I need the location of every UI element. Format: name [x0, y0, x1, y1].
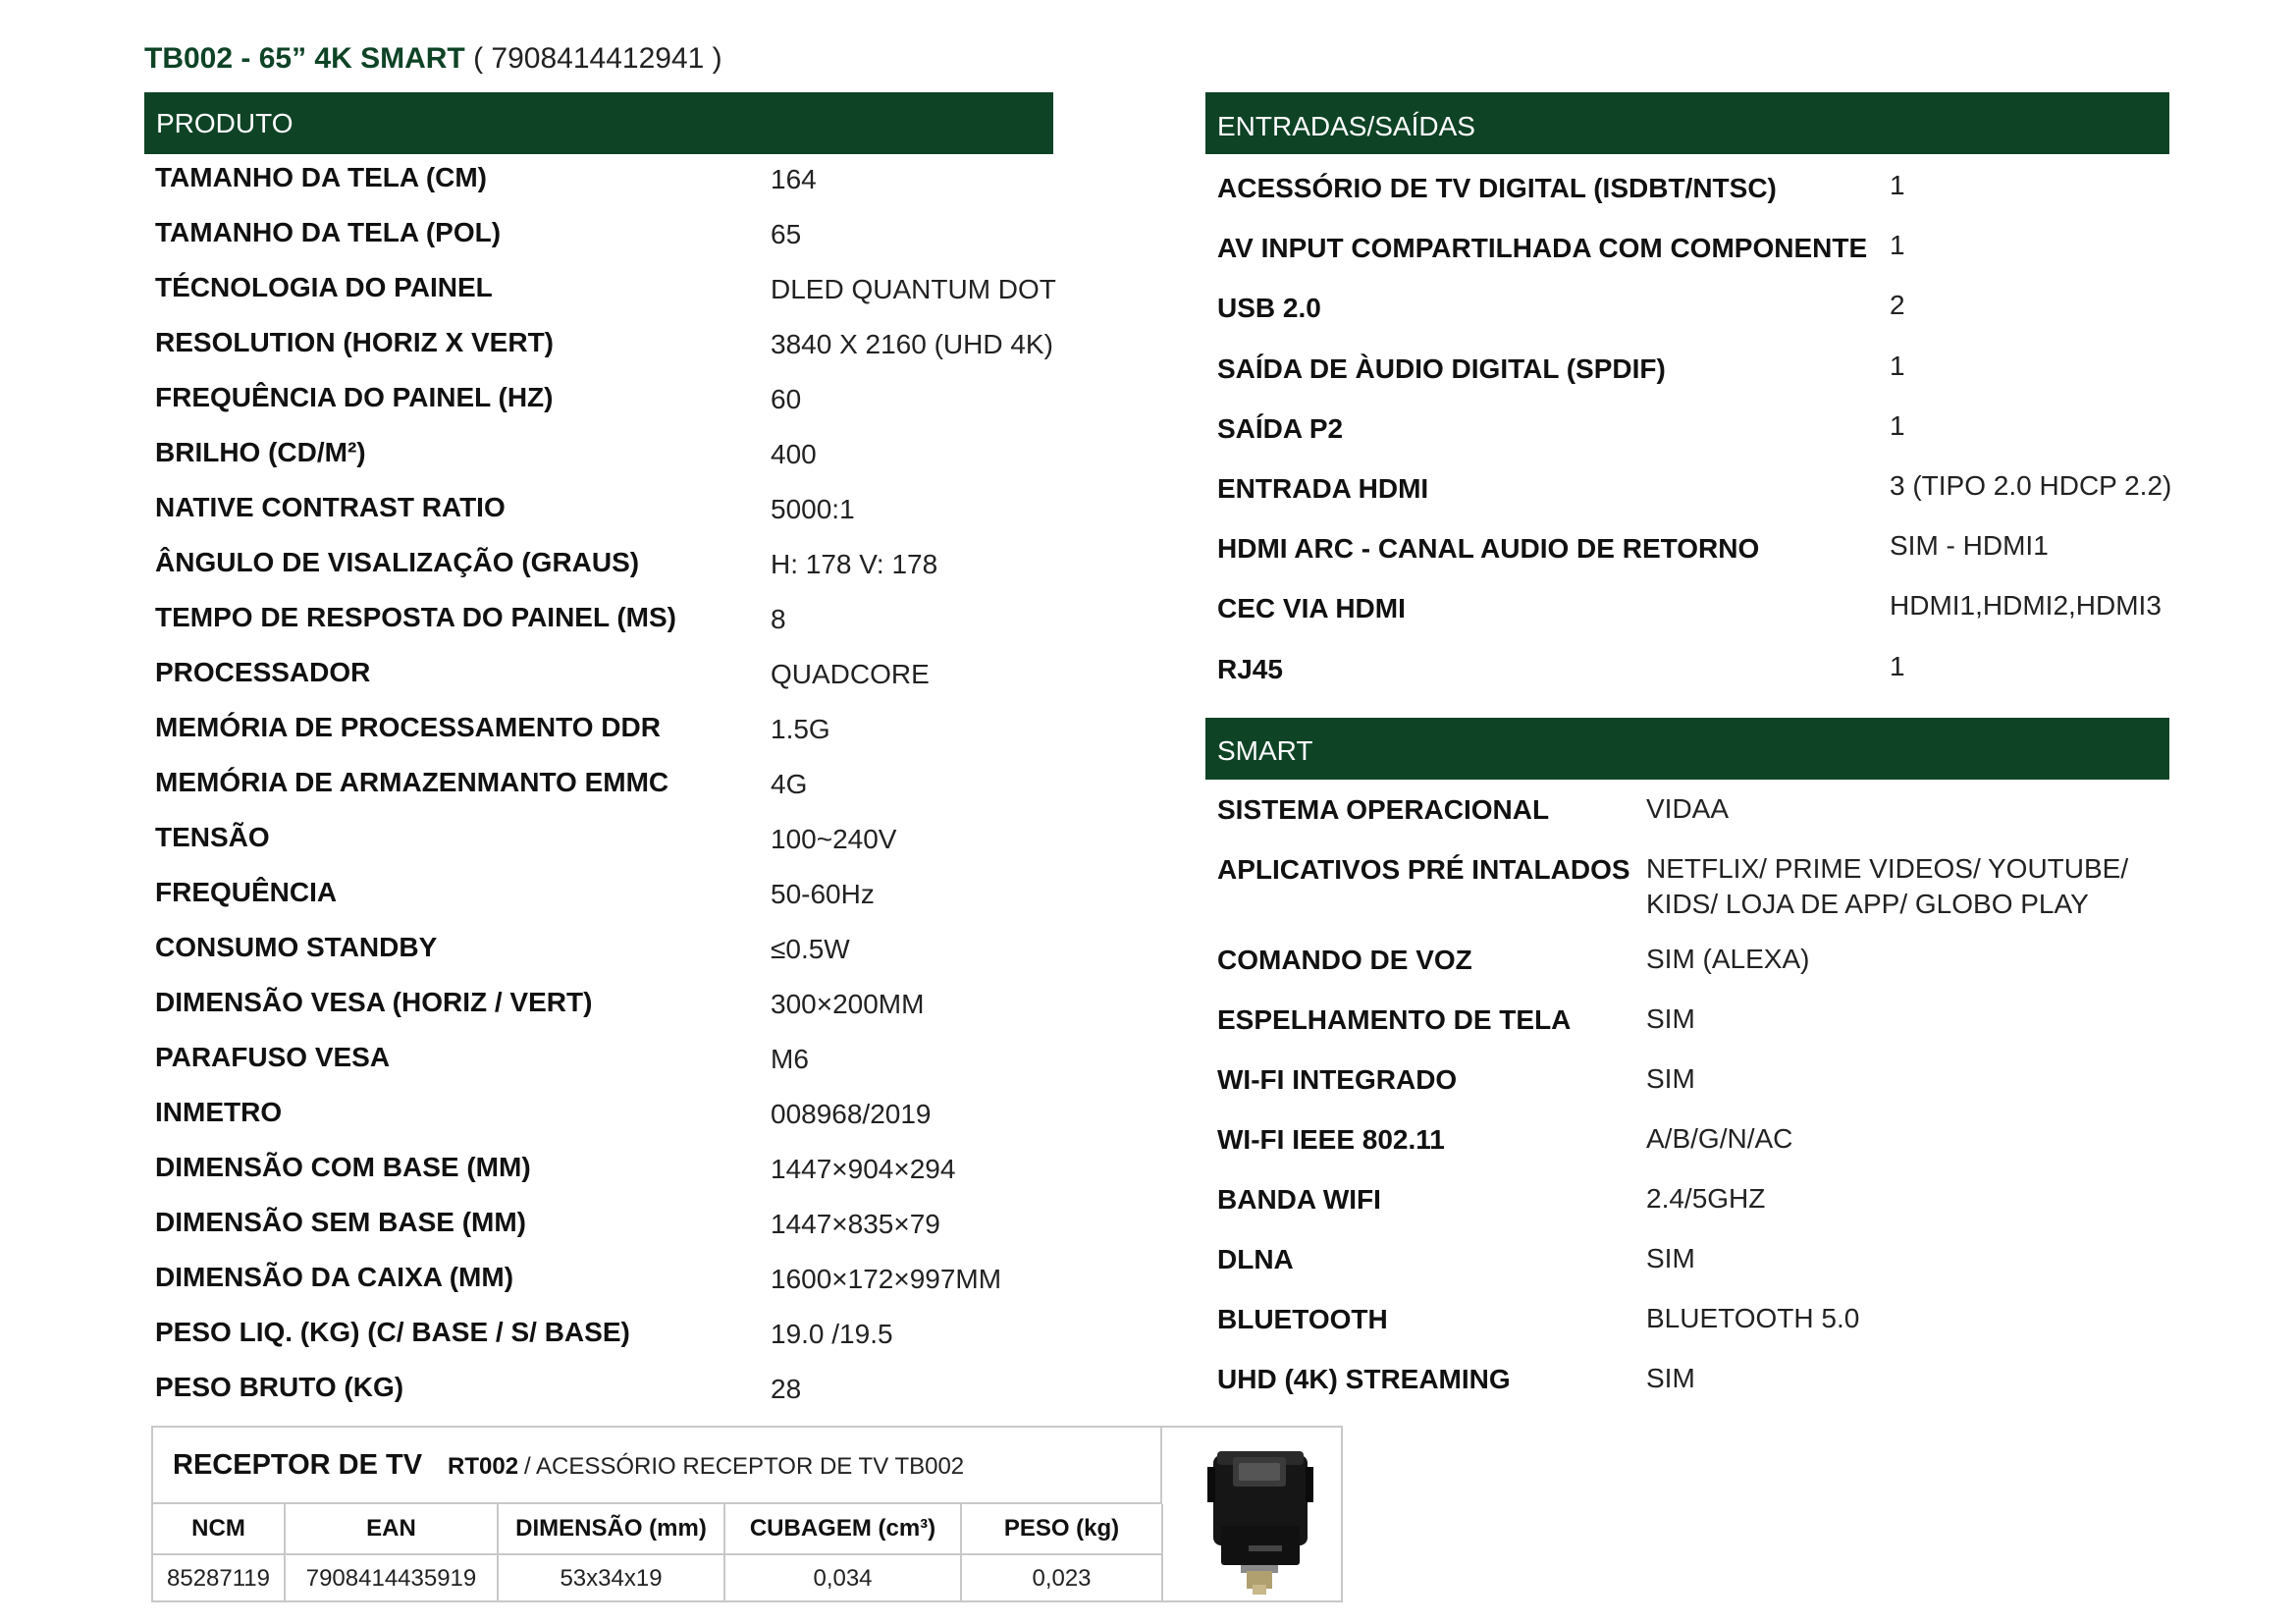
spec-value: M6	[771, 1044, 809, 1074]
spec-label: BANDA WIFI	[1217, 1184, 1381, 1215]
spec-label: RJ45	[1217, 653, 1283, 684]
receptor-description: / ACESSÓRIO RECEPTOR DE TV TB002	[524, 1453, 965, 1480]
spec-row-brilho-cd-m	[155, 437, 1058, 492]
spec-row-memoria-de-processamento-ddr	[155, 712, 1058, 767]
spec-label: ÂNGULO DE VISALIZAÇÃO (GRAUS)	[155, 547, 640, 577]
spec-label: TAMANHO DA TELA (POL)	[155, 217, 502, 247]
produto-spec-list	[155, 162, 1058, 1427]
spec-label: WI-FI INTEGRADO	[1217, 1064, 1458, 1095]
spec-value: SIM	[1646, 1243, 1695, 1273]
spec-value: 19.0 /19.5	[771, 1319, 893, 1349]
spec-value: 008968/2019	[771, 1099, 932, 1129]
spec-value: 1447×904×294	[771, 1154, 956, 1184]
spec-value: SIM	[1646, 1063, 1695, 1094]
spec-row-parafuso-vesa	[155, 1042, 1058, 1097]
column-header-peso: PESO (kg)	[961, 1504, 1162, 1554]
spec-label: INMETRO	[155, 1097, 283, 1127]
spec-row-aplicativos-pre-intalados	[1217, 854, 2169, 945]
spec-value: 60	[771, 384, 802, 414]
spec-label: UHD (4K) STREAMING	[1217, 1364, 1511, 1394]
spec-value: 164	[771, 164, 817, 194]
spec-label: TENSÃO	[155, 822, 270, 852]
receptor-device-icon	[1162, 1428, 1341, 1600]
spec-row-uhd-4k-streaming	[1217, 1364, 2169, 1424]
spec-value: 1	[1890, 350, 1905, 381]
receptor-header	[153, 1428, 1162, 1504]
spec-value: HDMI1,HDMI2,HDMI3	[1890, 590, 2162, 622]
section-title: PRODUTO	[156, 107, 294, 138]
spec-label: SAÍDA P2	[1217, 412, 1344, 444]
column-header-ean: EAN	[285, 1504, 498, 1554]
spec-label: DIMENSÃO DA CAIXA (MM)	[155, 1262, 514, 1292]
spec-label: ESPELHAMENTO DE TELA	[1217, 1004, 1572, 1035]
spec-value: 8	[771, 604, 786, 634]
spec-label: TÉCNOLOGIA DO PAINEL	[155, 272, 493, 302]
column-header-ncm: NCM	[153, 1504, 285, 1554]
spec-value: 400	[771, 439, 817, 469]
column-header-dimensao: DIMENSÃO (mm)	[498, 1504, 724, 1554]
receptor-model: RT002	[448, 1453, 519, 1480]
spec-row-consumo-standby	[155, 932, 1058, 987]
spec-value: 100~240V	[771, 824, 897, 854]
spec-label: WI-FI IEEE 802.11	[1217, 1124, 1445, 1155]
section-header-smart	[1205, 718, 2169, 780]
spec-value: SIM (ALEXA)	[1646, 944, 1810, 974]
spec-row-wi-fi-integrado	[1217, 1064, 2169, 1124]
receptor-box	[151, 1426, 1343, 1602]
spec-row-native-contrast-ratio	[155, 492, 1058, 547]
cell-peso: 0,023	[961, 1554, 1162, 1602]
spec-row-espelhamento-de-tela	[1217, 1004, 2169, 1064]
column-header-cubagem: CUBAGEM (cm³)	[724, 1504, 961, 1554]
spec-row-hdmi-arc-canal-audio-de-retorno	[1217, 530, 2169, 593]
spec-label: CEC VIA HDMI	[1217, 593, 1406, 624]
entradas-saidas-spec-list	[1217, 170, 2172, 714]
spec-label: PROCESSADOR	[155, 657, 371, 687]
spec-value: 1.5G	[771, 714, 830, 744]
spec-label: DLNA	[1217, 1244, 1294, 1274]
spec-label: AV INPUT COMPARTILHADA COM COMPONENTE	[1217, 233, 1868, 264]
spec-row-dlna	[1217, 1244, 2169, 1304]
spec-label: DIMENSÃO VESA (HORIZ / VERT)	[155, 987, 593, 1017]
spec-label: MEMÓRIA DE ARMAZENMANTO EMMC	[155, 767, 669, 797]
spec-row-frequencia-do-painel-hz	[155, 382, 1058, 437]
spec-label: USB 2.0	[1217, 293, 1321, 324]
spec-label: FREQUÊNCIA DO PAINEL (HZ)	[155, 382, 554, 412]
spec-row-inmetro	[155, 1097, 1058, 1152]
spec-row-processador	[155, 657, 1058, 712]
spec-value: 4G	[771, 769, 808, 799]
smart-spec-list	[1217, 794, 2169, 1424]
spec-label: PESO LIQ. (KG) (C/ BASE / S/ BASE)	[155, 1317, 630, 1347]
spec-value: 1	[1890, 230, 1905, 261]
spec-row-frequencia	[155, 877, 1058, 932]
spec-value: A/B/G/N/AC	[1646, 1123, 1793, 1154]
spec-value: 50-60Hz	[771, 879, 875, 909]
spec-value: 300×200MM	[771, 989, 925, 1019]
spec-value: 65	[771, 219, 802, 249]
spec-value: 3 (TIPO 2.0 HDCP 2.2)	[1890, 469, 2172, 501]
spec-row-bluetooth	[1217, 1304, 2169, 1364]
spec-row-angulo-de-visalizacao-graus	[155, 547, 1058, 602]
spec-value: VIDAA	[1646, 793, 1730, 824]
spec-value: 5000:1	[771, 494, 855, 524]
spec-label: BLUETOOTH	[1217, 1304, 1388, 1334]
spec-label: HDMI ARC - CANAL AUDIO DE RETORNO	[1217, 533, 1760, 565]
cell-ean: 7908414435919	[285, 1554, 498, 1602]
section-header-entradas-saidas	[1205, 92, 2169, 154]
receptor-table	[153, 1504, 1163, 1602]
spec-row-tamanho-da-tela-pol	[155, 217, 1058, 272]
spec-value: 3840 X 2160 (UHD 4K)	[771, 329, 1053, 359]
spec-row-dimensao-da-caixa-mm	[155, 1262, 1058, 1317]
spec-row-sistema-operacional	[1217, 794, 2169, 854]
spec-value: 1	[1890, 170, 1905, 200]
spec-row-cec-via-hdmi	[1217, 590, 2169, 653]
spec-row-acessorio-de-tv-digital-isdbt-ntsc	[1217, 170, 2169, 233]
spec-label: PARAFUSO VESA	[155, 1042, 391, 1072]
spec-value: ≤0.5W	[771, 934, 850, 964]
spec-row-dimensao-sem-base-mm	[155, 1207, 1058, 1262]
section-header-produto	[144, 92, 1053, 154]
section-title: SMART	[1217, 734, 1313, 766]
spec-row-rj45	[1217, 650, 2169, 714]
spec-label: APLICATIVOS PRÉ INTALADOS	[1217, 854, 1630, 885]
spec-row-saida-de-audio-digital-spdif	[1217, 350, 2169, 413]
spec-label: PESO BRUTO (KG)	[155, 1372, 404, 1402]
spec-label: FREQUÊNCIA	[155, 877, 338, 907]
spec-row-wi-fi-ieee-802-11	[1217, 1124, 2169, 1184]
spec-label: TEMPO DE RESPOSTA DO PAINEL (MS)	[155, 602, 677, 632]
spec-value: SIM	[1646, 1363, 1695, 1393]
spec-value: DLED QUANTUM DOT	[771, 274, 1056, 304]
spec-value: 28	[771, 1374, 802, 1404]
spec-row-entrada-hdmi	[1217, 469, 2172, 533]
cell-dimensao: 53x34x19	[498, 1554, 724, 1602]
spec-row-tecnologia-do-painel	[155, 272, 1058, 327]
spec-row-saida-p2	[1217, 409, 2169, 473]
spec-row-av-input-compartilhada-com-componente	[1217, 230, 2169, 293]
receptor-title: RECEPTOR DE TV	[173, 1449, 423, 1481]
spec-row-memoria-de-armazenmanto-emmc	[155, 767, 1058, 822]
spec-label: COMANDO DE VOZ	[1217, 945, 1472, 975]
spec-label: MEMÓRIA DE PROCESSAMENTO DDR	[155, 712, 661, 742]
spec-label: NATIVE CONTRAST RATIO	[155, 492, 506, 522]
spec-value: NETFLIX/ PRIME VIDEOS/ YOUTUBE/ KIDS/ LOJA DE APP/ GLOBO PLAY	[1646, 853, 2129, 919]
spec-value: BLUETOOTH 5.0	[1646, 1303, 1860, 1333]
spec-label: DIMENSÃO COM BASE (MM)	[155, 1152, 531, 1182]
spec-value: 2	[1890, 290, 1905, 321]
spec-label: TAMANHO DA TELA (CM)	[155, 162, 488, 192]
receptor-product-image	[1162, 1428, 1341, 1600]
spec-value: 1	[1890, 650, 1905, 681]
spec-label: DIMENSÃO SEM BASE (MM)	[155, 1207, 526, 1237]
spec-row-dimensao-vesa-horiz-vert	[155, 987, 1058, 1042]
spec-label: SISTEMA OPERACIONAL	[1217, 794, 1550, 825]
spec-label: RESOLUTION (HORIZ X VERT)	[155, 327, 554, 357]
spec-label: BRILHO (CD/M²)	[155, 437, 366, 467]
spec-value: SIM - HDMI1	[1890, 530, 2049, 562]
spec-value: 1600×172×997MM	[771, 1264, 1002, 1294]
spec-row-tamanho-da-tela-cm	[155, 162, 1058, 217]
spec-value: QUADCORE	[771, 659, 930, 689]
spec-row-peso-liq-kg-c-base-s-base	[155, 1317, 1058, 1372]
spec-row-banda-wifi	[1217, 1184, 2169, 1244]
spec-value: 2.4/5GHZ	[1646, 1183, 1766, 1214]
spec-label: SAÍDA DE ÀUDIO DIGITAL (SPDIF)	[1217, 352, 1666, 384]
receptor-table-row	[153, 1554, 1162, 1602]
spec-row-tempo-de-resposta-do-painel-ms	[155, 602, 1058, 657]
spec-row-tensao	[155, 822, 1058, 877]
spec-label: ENTRADA HDMI	[1217, 472, 1429, 504]
spec-value: H: 178 V: 178	[771, 549, 938, 579]
product-ean: ( 7908414412941 )	[473, 42, 722, 75]
cell-cubagem: 0,034	[724, 1554, 961, 1602]
spec-label: CONSUMO STANDBY	[155, 932, 438, 962]
spec-row-dimensao-com-base-mm	[155, 1152, 1058, 1207]
product-model: TB002 - 65” 4K SMART	[144, 42, 465, 75]
spec-value: 1447×835×79	[771, 1209, 940, 1239]
spec-value: 1	[1890, 409, 1905, 441]
page-title	[144, 39, 722, 79]
spec-label: ACESSÓRIO DE TV DIGITAL (ISDBT/NTSC)	[1217, 173, 1777, 203]
section-title: ENTRADAS/SAÍDAS	[1217, 110, 1475, 141]
spec-row-resolution-horiz-x-vert	[155, 327, 1058, 382]
cell-ncm: 85287119	[153, 1554, 285, 1602]
spec-value: SIM	[1646, 1003, 1695, 1034]
spec-row-comando-de-voz	[1217, 945, 2169, 1004]
receptor-table-header-row	[153, 1504, 1162, 1554]
spec-row-usb-2-0	[1217, 290, 2169, 352]
spec-row-peso-bruto-kg	[155, 1372, 1058, 1427]
